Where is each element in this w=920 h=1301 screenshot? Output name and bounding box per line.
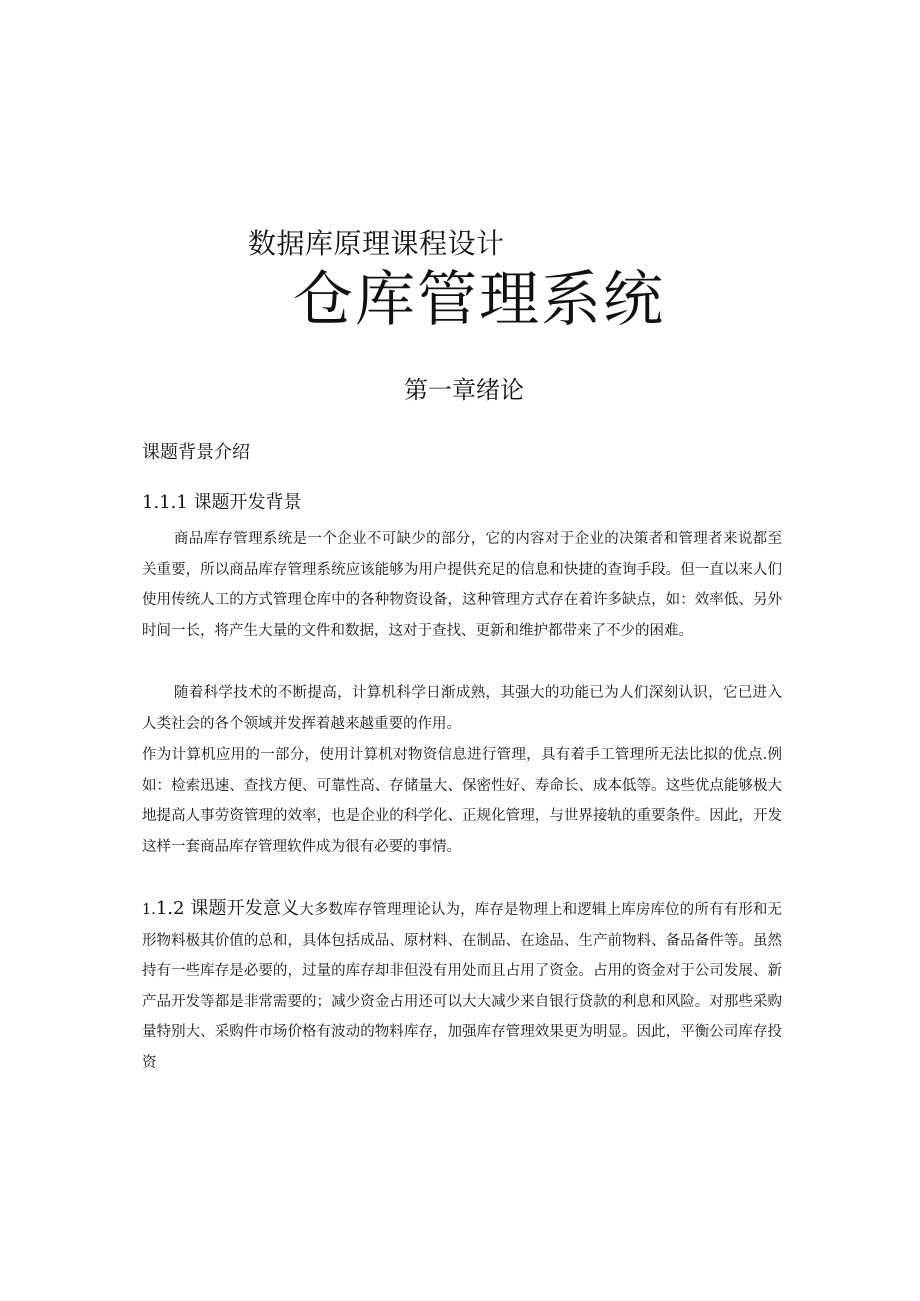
paragraph-significance [142,894,782,1079]
paragraph-background-3: 作为计算机应用的一部分，使用计算机对物资信息进行管理，具有着手工管理所无法比拟的优点.例如：检索迅速、查找方便、可靠性高、存储量大、保密性好、寿命长、成本低等。这些优点能够极大地提高人事劳资管理的效率，也是企业的科学化、正规化管理，与世界接轨的重要条件。因此，开发这样一套商品库存管理软件成为很有必要的事情。 [142,747,782,855]
main-title: 仓库管理系统 [293,265,665,335]
paragraph-background-2: 随着科学技术的不断提高，计算机科学日渐成熟，其强大的功能已为人们深刻认识，它已进入人类社会的各个领域并发挥着越来越重要的作用。 [142,685,782,732]
subsection-heading-background: 1.1.1 课题开发背景 [142,492,302,513]
paragraph-background-1: 商品库存管理系统是一个企业不可缺少的部分，它的内容对于企业的决策者和管理者来说都至关重要，所以商品库存管理系统应该能够为用户提供充足的信息和快捷的查询手段。但一直以来人们使用传统人工的方式管理仓库中的各种物资设备，这种管理方式存在着许多缺点，如：效率低、另外时间一长，将产生大量的文件和数据，这对于查找、更新和维护都带来了不少的困难。 [142,531,782,639]
course-title: 数据库原理课程设计 [248,227,505,260]
subsection-heading-prefix: 1. [142,902,156,918]
subsection-heading-significance: 1.2 课题开发意义 [155,898,300,919]
section-heading: 课题背景介绍 [142,442,250,463]
paragraph-significance-text: 大多数库存管理理论认为，库存是物理上和逻辑上库房库位的所有有形和无形物料极其价值的总和，具体包括成品、原材料、在制品、在途品、生产前物料、备品备件等。虽然持有一些库存是必要的，过量的库存却非但没有用处而且占用了资金。占用的资金对于公司发展、新产品开发等都是非常需要的；减少资金占用还可以大大减少来自银行贷款的利息和风险。对那些采购量特别大、采购件市场价格有波动的物料库存，加强库存管理效果更为明显。因此，平衡公司库存投资 [142,902,782,1071]
chapter-title: 第一章绪论 [404,376,524,404]
